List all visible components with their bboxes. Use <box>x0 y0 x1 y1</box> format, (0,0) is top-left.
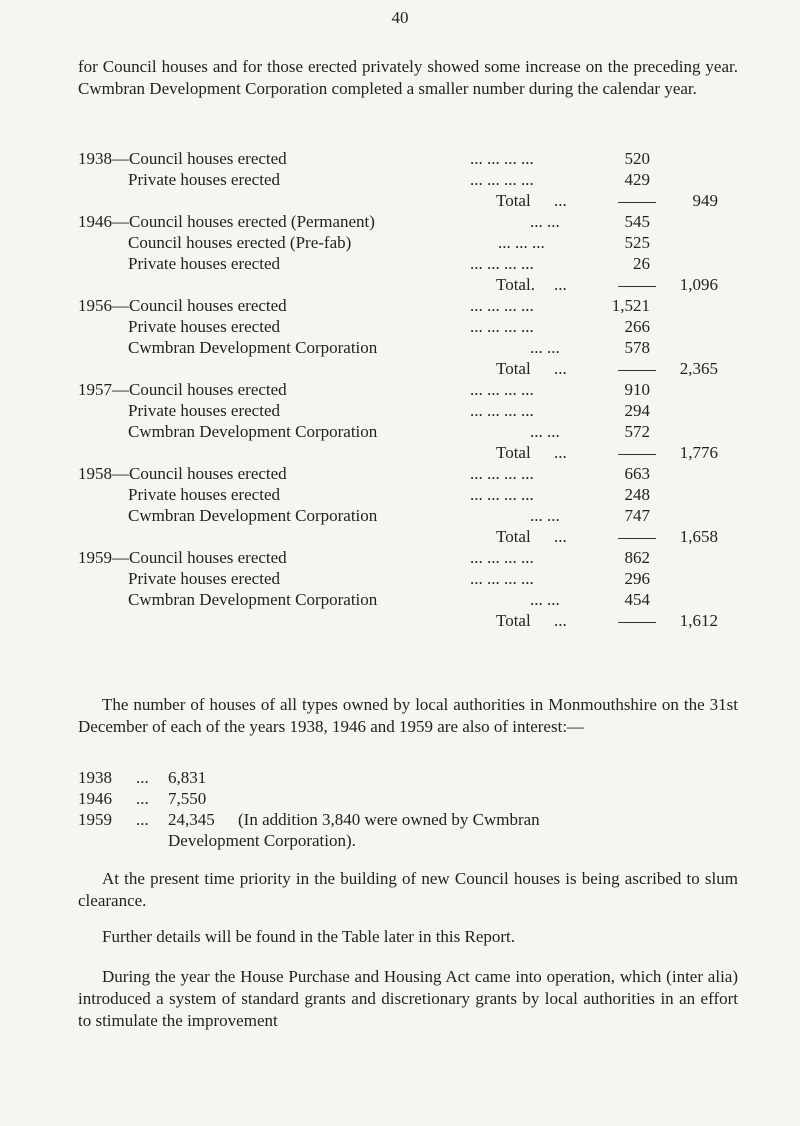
total-row: Total. ... 1,096 <box>496 275 718 294</box>
owned-note-continued: Development Corporation). <box>168 831 356 850</box>
owned-row: 1946 ... 7,550 <box>78 789 207 808</box>
intro-paragraph <box>78 56 738 100</box>
return-row: Private houses erected ... ... ... ... 26 <box>128 254 650 273</box>
return-row: Cwmbran Development Corporation ... ... 578 <box>128 338 650 357</box>
return-row: Cwmbran Development Corporation ... ... 747 <box>128 506 650 525</box>
total-rule <box>618 286 656 287</box>
return-row: Private houses erected ... ... ... ... 294 <box>128 401 650 420</box>
return-row: Private houses erected ... ... ... ... 429 <box>128 170 650 189</box>
further-paragraph <box>78 926 738 948</box>
return-row: Council houses erected (Pre-fab) ... ... ... 525 <box>128 233 650 252</box>
further-paragraph-text: Further details will be found in the Table later in this Report. <box>102 927 516 946</box>
return-row: Private houses erected ... ... ... ... 296 <box>128 569 650 588</box>
final-paragraph-text: During the year the House Purchase and Housing Act came into operation, which (inter alia) introduced a system of standard grants and discretionary grants by local authorities in an effort to stimulate the improvement <box>78 967 738 1030</box>
return-row: Cwmbran Development Corporation ... ... 572 <box>128 422 650 441</box>
owned-note: (In addition 3,840 were owned by Cwmbran <box>238 810 540 829</box>
page-number: 40 <box>391 8 409 27</box>
owned-houses-list <box>78 768 738 852</box>
owned-row: 1938 ... 6,831 <box>78 768 207 787</box>
priority-paragraph <box>78 868 738 912</box>
total-row: Total ... 2,365 <box>496 359 718 378</box>
total-rule <box>618 622 656 623</box>
total-row: Total ... 949 <box>496 191 718 210</box>
owned-paragraph <box>78 694 738 738</box>
return-row: 1946—Council houses erected (Permanent) ... ... 545 <box>78 212 650 231</box>
total-rule <box>618 202 656 203</box>
owned-row: 1959 ... 24,345 (In addition 3,840 were owned by Cwmbran <box>78 810 540 829</box>
total-rule <box>618 538 656 539</box>
owned-paragraph-text: The number of houses of all types owned by local authorities in Monmouthshire on the 31st December of each of the years 1938, 1946 and 1959 are also of interest:— <box>78 695 738 736</box>
intro-paragraph-text: for Council houses and for those erected privately showed some increase on the preceding year. Cwmbran Development Corporation completed a smaller number during the calendar year. <box>78 57 738 98</box>
total-rule <box>618 370 656 371</box>
final-paragraph <box>78 966 738 1032</box>
housing-returns <box>78 149 778 632</box>
priority-paragraph-text: At the present time priority in the building of new Council houses is being ascribed to slum clearance. <box>78 869 738 910</box>
total-row: Total ... 1,776 <box>496 443 718 462</box>
return-row: 1957—Council houses erected ... ... ... ... 910 <box>78 380 650 399</box>
total-row: Total ... 1,612 <box>496 611 718 630</box>
return-row: 1956—Council houses erected ... ... ... ... 1,521 <box>78 296 650 315</box>
total-rule <box>618 454 656 455</box>
return-row: 1958—Council houses erected ... ... ... ... 663 <box>78 464 650 483</box>
return-row: 1938—Council houses erected ... ... ... ... 520 <box>78 149 650 168</box>
total-row: Total ... 1,658 <box>496 527 718 546</box>
return-row: Private houses erected ... ... ... ... 248 <box>128 485 650 504</box>
return-row: Cwmbran Development Corporation ... ... 454 <box>128 590 650 609</box>
return-row: 1959—Council houses erected ... ... ... ... 862 <box>78 548 650 567</box>
return-row: Private houses erected ... ... ... ... 266 <box>128 317 650 336</box>
